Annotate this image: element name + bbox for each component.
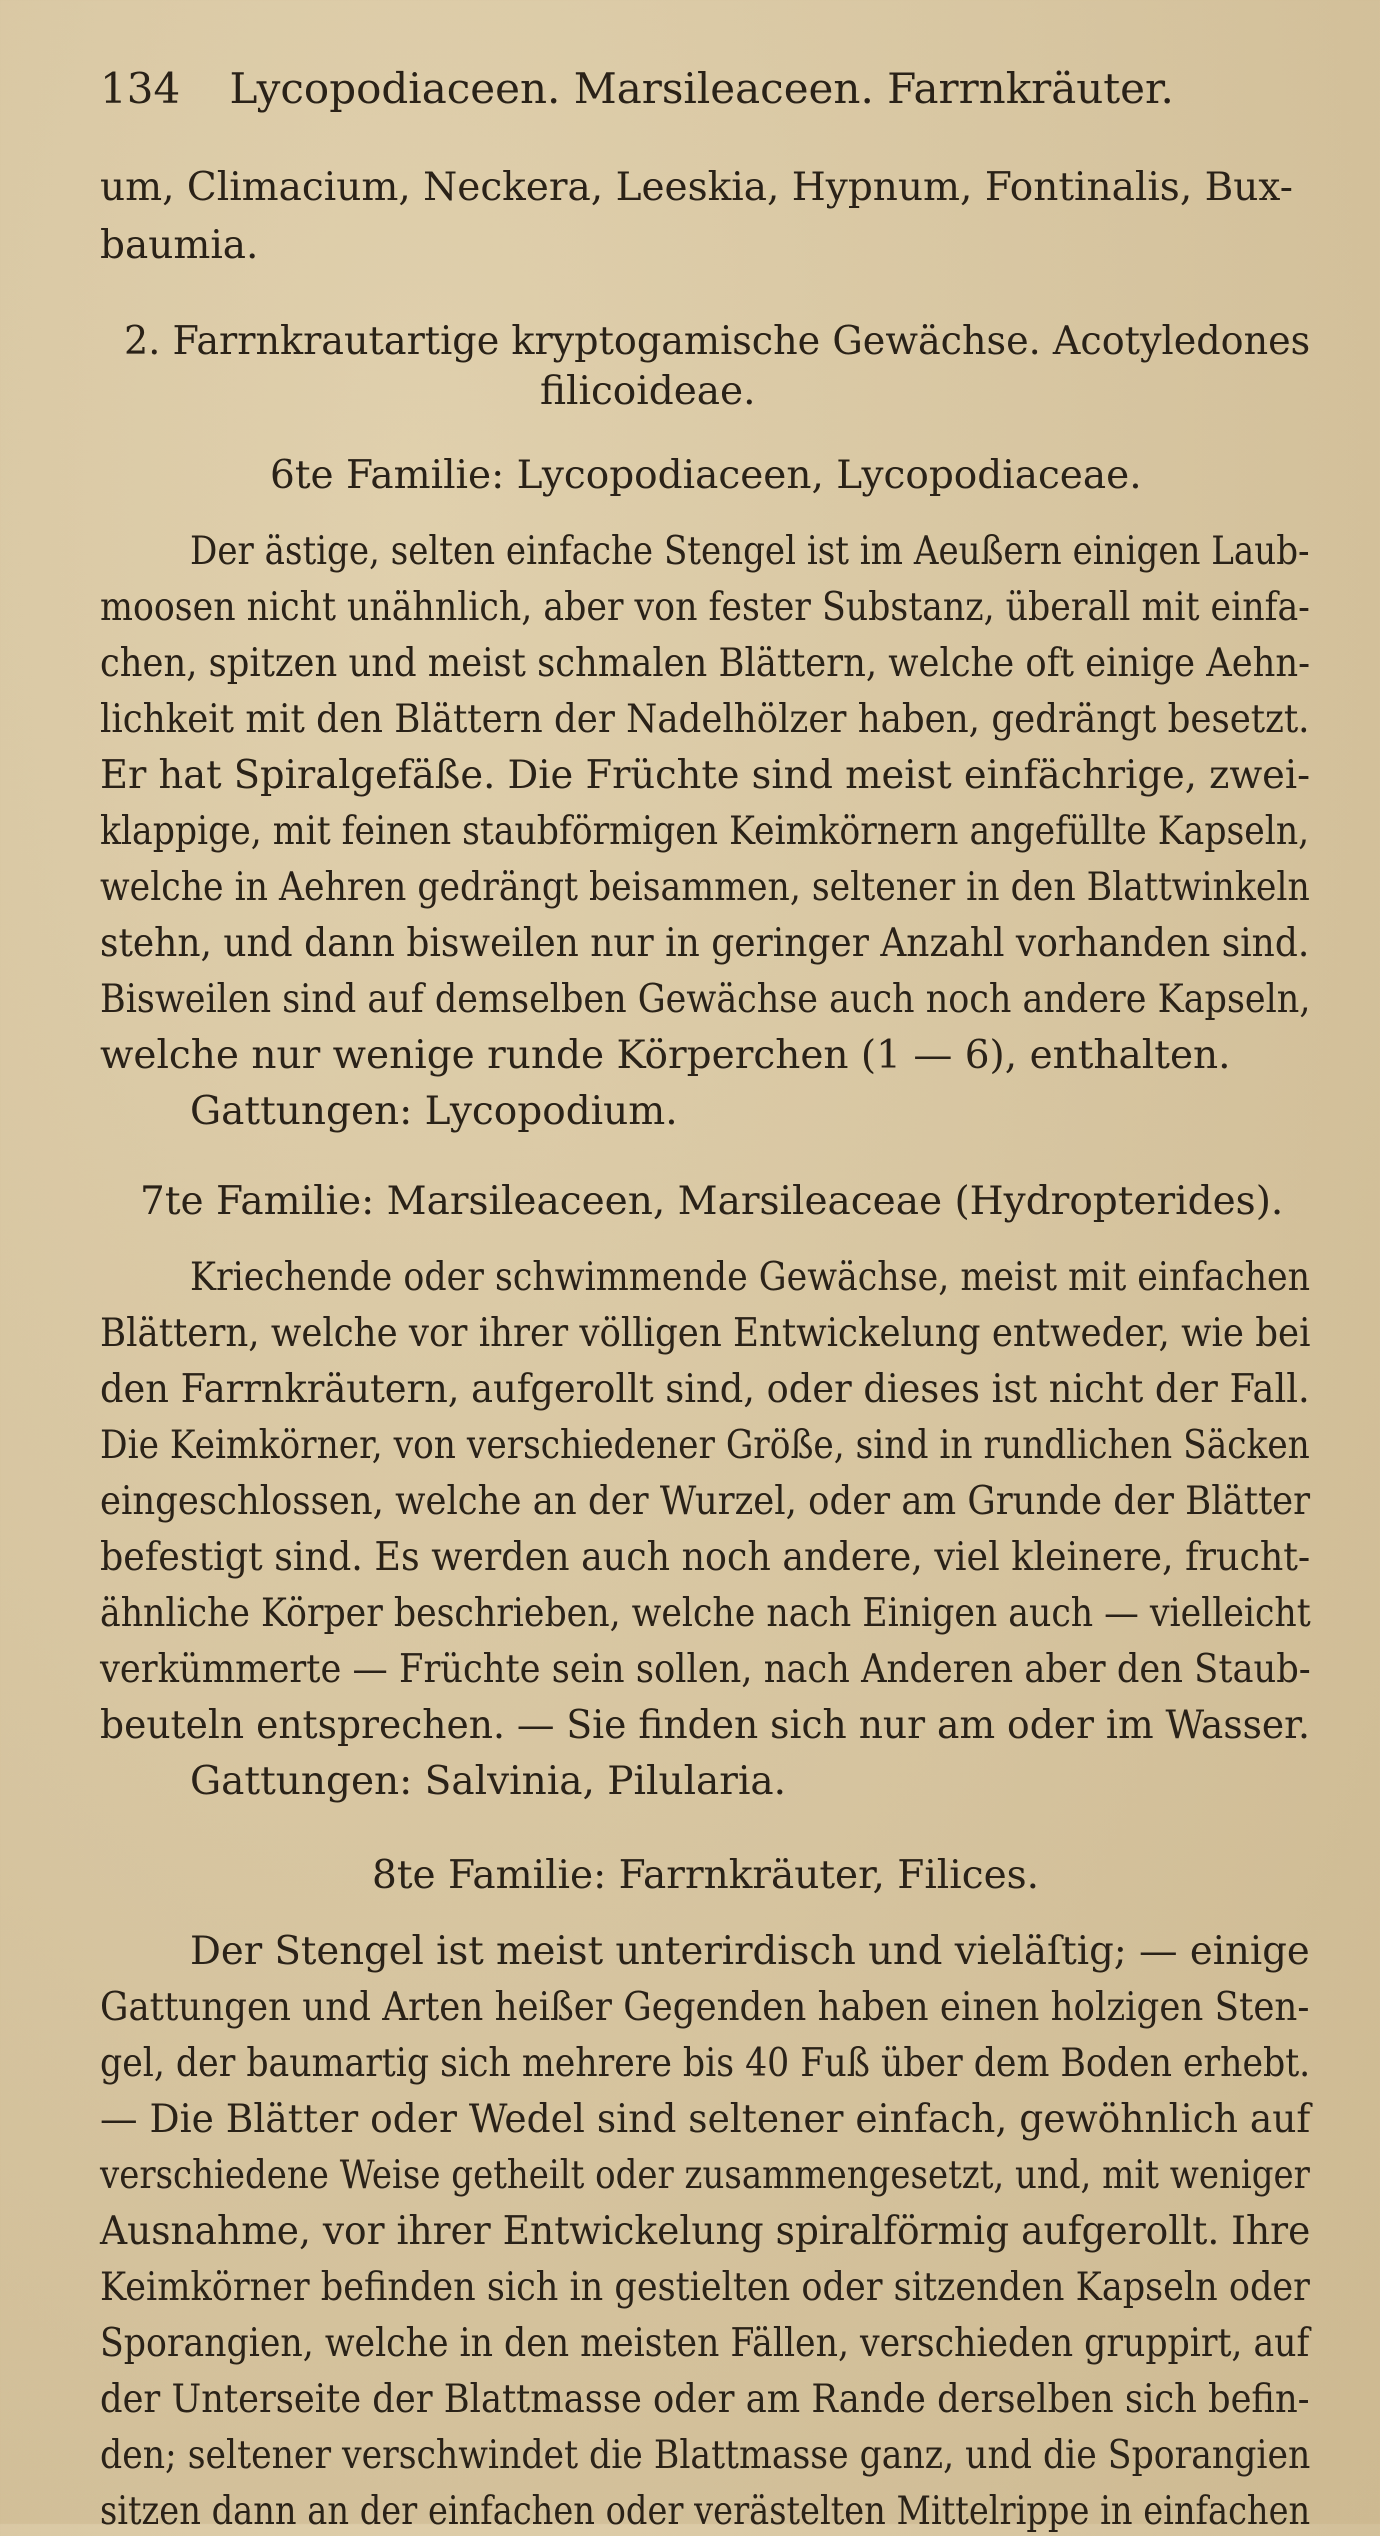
text-line: welche in Aehren gedrängt beisammen, seltener in den Blattwinkeln <box>100 865 1310 910</box>
text-line: 7te Familie: Marsileaceen, Marsileaceae (Hydropterides). <box>140 1179 1284 1224</box>
text-line: eingeschlossen, welche an der Wurzel, oder am Grunde der Blätter <box>100 1479 1311 1524</box>
text-line: befestigt sind. Es werden auch noch andere, viel kleinere, frucht- <box>100 1535 1311 1580</box>
text-line: sitzen dann an der einfachen oder verästelten Mittelrippe in einfachen <box>100 2489 1311 2534</box>
text-line: verkümmerte — Früchte sein sollen, nach Anderen aber den Staub- <box>100 1647 1311 1692</box>
text-line: Keimkörner befinden sich in gestielten oder sitzenden Kapseln oder <box>100 2265 1310 2310</box>
text-line: klappige, mit feinen staubförmigen Keimkörnern angefüllte Kapseln, <box>100 809 1310 854</box>
text-line: Gattungen: Lycopodium. <box>190 1089 678 1134</box>
text-line: Blättern, welche vor ihrer völligen Entwickelung entweder, wie bei <box>100 1311 1311 1356</box>
text-line: Sporangien, welche in den meisten Fällen, verschieden gruppirt, auf <box>100 2321 1310 2366</box>
text-line: — Die Blätter oder Wedel sind seltener einfach, gewöhnlich auf <box>100 2097 1311 2142</box>
text-line: chen, spitzen und meist schmalen Blättern, welche oft einige Aehn- <box>100 641 1311 686</box>
text-line: Kriechende oder schwimmende Gewächse, meist mit einfachen <box>190 1255 1311 1300</box>
text-line: Ausnahme, vor ihrer Entwickelung spiralförmig aufgerollt. Ihre <box>100 2209 1311 2254</box>
text-line: verschiedene Weise getheilt oder zusammengesetzt, und, mit weniger <box>100 2153 1310 2198</box>
text-line: gel, der baumartig sich mehrere bis 40 Fuß über dem Boden erhebt. <box>100 2041 1311 2086</box>
text-line: Der Stengel ist meist unterirdisch und vieläſtig; — einige <box>190 1929 1310 1974</box>
text-line: um, Climacium, Neckera, Leeskia, Hypnum, Fontinalis, Bux- <box>100 165 1293 210</box>
text-line: den Farrnkräutern, aufgerollt sind, oder dieses ist nicht der Fall. <box>100 1367 1310 1412</box>
text-line: filicoideae. <box>540 369 756 414</box>
text-line: ähnliche Körper beschrieben, welche nach Einigen auch — vielleicht <box>100 1591 1311 1636</box>
text-line: den; seltener verschwindet die Blattmasse ganz, und die Sporangien <box>100 2433 1311 2478</box>
running-title: Lycopodiaceen. Marsileaceen. Farrnkräuter. <box>229 64 1174 113</box>
text-line: 6te Familie: Lycopodiaceen, Lycopodiaceae. <box>270 453 1142 498</box>
text-line: Die Keimkörner, von verschiedener Größe, sind in rundlichen Säcken <box>100 1423 1310 1468</box>
text-line: stehn, und dann bisweilen nur in geringer Anzahl vorhanden sind. <box>100 921 1310 966</box>
text-line: Der ästige, selten einfache Stengel ist im Aeußern einigen Laub- <box>190 529 1310 574</box>
text-line: baumia. <box>100 223 259 268</box>
text-line: Bisweilen sind auf demselben Gewächse auch noch andere Kapseln, <box>100 977 1311 1022</box>
text-line: 8te Familie: Farrnkräuter, Filices. <box>372 1853 1040 1898</box>
text-line: welche nur wenige runde Körperchen (1 — 6), enthalten. <box>100 1033 1231 1078</box>
text-line: der Unterseite der Blattmasse oder am Rande derselben sich befin- <box>100 2377 1310 2422</box>
text-line: moosen nicht unähnlich, aber von fester Substanz, überall mit einfa- <box>100 585 1310 630</box>
text-line: lichkeit mit den Blättern der Nadelhölzer haben, gedrängt besetzt. <box>100 697 1310 742</box>
page-number: 134 <box>100 64 181 113</box>
text-line: Gattungen und Arten heißer Gegenden haben einen holzigen Sten- <box>100 1985 1310 2030</box>
text-line: 2. Farrnkrautartige kryptogamische Gewächse. Acotyledones <box>124 319 1311 364</box>
text-line: beuteln entsprechen. — Sie finden sich nur am oder im Wasser. <box>100 1703 1310 1748</box>
text-line: Er hat Spiralgefäße. Die Früchte sind meist einfächrige, zwei- <box>100 753 1311 798</box>
running-header <box>100 64 1210 113</box>
text-line: Gattungen: Salvinia, Pilularia. <box>190 1759 787 1804</box>
